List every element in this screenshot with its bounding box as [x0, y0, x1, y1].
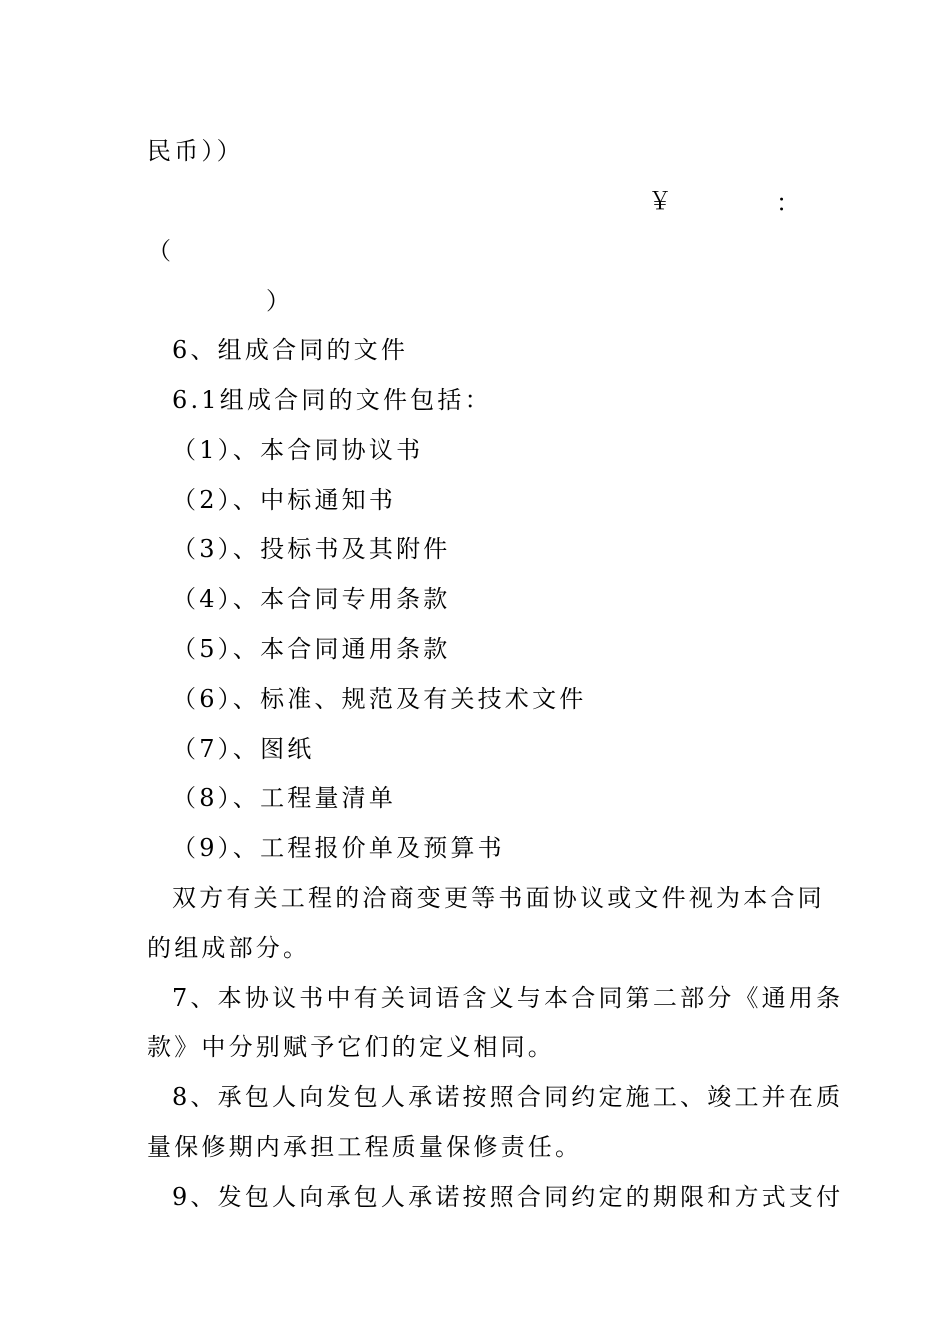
paragraph-line: 9、发包人向承包人承诺按照合同约定的期限和方式支付 [172, 1183, 844, 1211]
list-item: （9）、工程报价单及预算书 [172, 834, 505, 862]
list-item: （8）、工程量清单 [172, 784, 397, 812]
list-item: （6）、标准、规范及有关技术文件 [172, 685, 587, 713]
text-line: 民币）） [147, 137, 244, 165]
paragraph-line: 8、承包人向发包人承诺按照合同约定施工、竣工并在质 [172, 1083, 844, 1111]
paragraph-line: 款》中分别赋予它们的定义相同。 [147, 1033, 555, 1061]
list-item: （3）、投标书及其附件 [172, 535, 451, 563]
open-paren: （ [147, 237, 175, 265]
paragraph-line: 双方有关工程的洽商变更等书面协议或文件视为本合同 [172, 884, 825, 912]
list-item: （5）、本合同通用条款 [172, 635, 451, 663]
list-item: （4）、本合同专用条款 [172, 585, 451, 613]
list-item: （2）、中标通知书 [172, 486, 397, 514]
list-item: （7）、图纸 [172, 735, 315, 763]
colon-mark: ： [776, 189, 804, 217]
close-paren: ） [266, 287, 294, 315]
list-item: （1）、本合同协议书 [172, 436, 424, 464]
subsection-heading: 6.1组成合同的文件包括： [172, 386, 492, 414]
currency-symbol: ￥ [648, 187, 676, 215]
paragraph-line: 量保修期内承担工程质量保修责任。 [147, 1133, 583, 1161]
paragraph-line: 7、本协议书中有关词语含义与本合同第二部分《通用条 [172, 984, 844, 1012]
section-heading: 6、组成合同的文件 [172, 336, 409, 364]
paragraph-line: 的组成部分。 [147, 934, 311, 962]
